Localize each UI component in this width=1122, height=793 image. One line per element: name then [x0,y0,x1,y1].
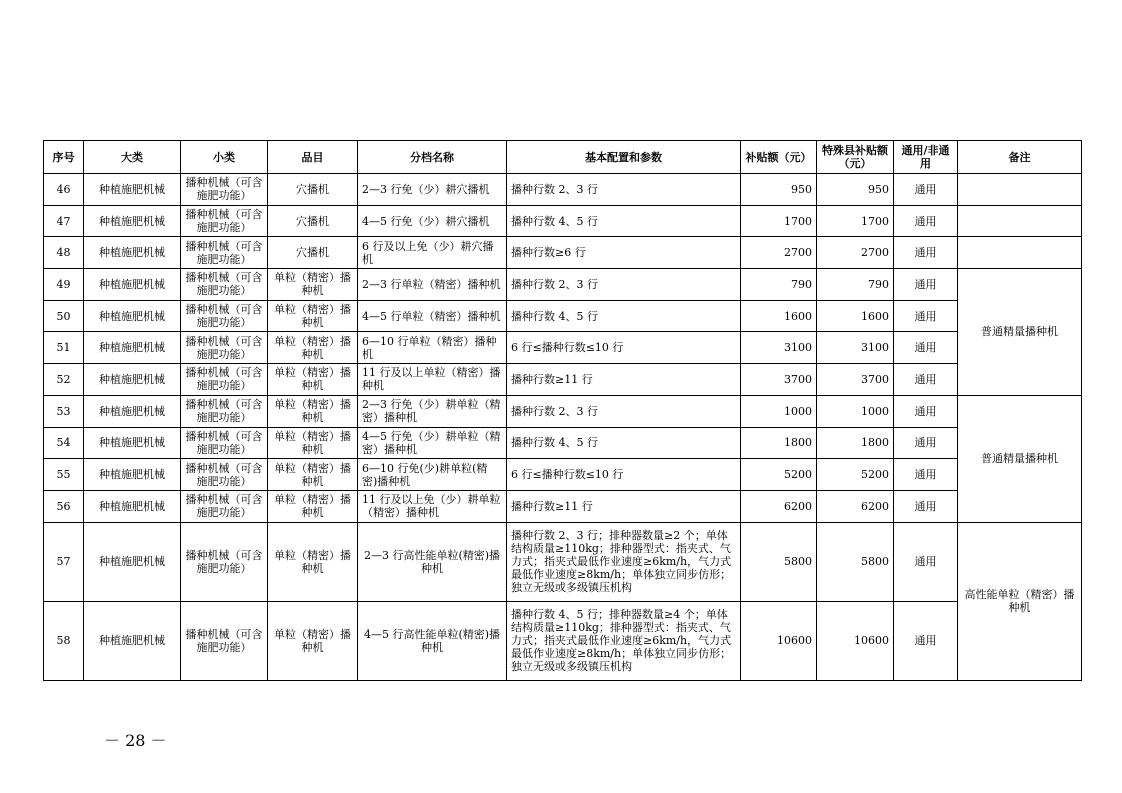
cell-category: 种植施肥机械 [84,174,181,206]
cell-general: 通用 [894,332,958,364]
cell-tier-name: 4—5 行免（少）耕穴播机 [358,205,507,237]
cell-special-subsidy: 1000 [817,395,894,427]
cell-category: 种植施肥机械 [84,490,181,522]
remark-group-standard: 普通精量播种机 [958,269,1082,396]
cell-general: 通用 [894,237,958,269]
cell-category: 种植施肥机械 [84,332,181,364]
cell-special-subsidy: 790 [817,269,894,301]
cell-index: 49 [44,269,84,301]
header-tier-name: 分档名称 [358,141,507,174]
cell-index: 51 [44,332,84,364]
cell-category: 种植施肥机械 [84,237,181,269]
cell-subsidy: 950 [741,174,817,206]
cell-special-subsidy: 2700 [817,237,894,269]
cell-subcategory: 播种机械（可含施肥功能） [181,427,268,459]
remark-group-no-till: 普通精量播种机 [958,395,1082,522]
cell-item: 单粒（精密）播种机 [268,269,358,301]
cell-subcategory: 播种机械（可含施肥功能） [181,522,268,601]
cell-index: 52 [44,364,84,396]
cell-config: 6 行≤播种行数≤10 行 [507,459,741,491]
table-row [44,364,1082,396]
header-category: 大类 [84,141,181,174]
table-row [44,601,1082,680]
cell-index: 58 [44,601,84,680]
cell-tier-name: 6 行及以上免（少）耕穴播机 [358,237,507,269]
cell-config: 播种行数≥6 行 [507,237,741,269]
cell-item: 穴播机 [268,174,358,206]
table-row [44,174,1082,206]
cell-config: 播种行数 2、3 行 [507,174,741,206]
cell-remarks [958,237,1082,269]
cell-config: 播种行数 4、5 行 [507,300,741,332]
cell-index: 53 [44,395,84,427]
cell-tier-name: 2—3 行免（少）耕穴播机 [358,174,507,206]
cell-tier-name: 2—3 行单粒（精密）播种机 [358,269,507,301]
cell-index: 55 [44,459,84,491]
cell-general: 通用 [894,205,958,237]
cell-special-subsidy: 1700 [817,205,894,237]
header-general: 通用/非通用 [894,141,958,174]
cell-index: 50 [44,300,84,332]
cell-general: 通用 [894,490,958,522]
cell-index: 48 [44,237,84,269]
cell-config: 播种行数 2、3 行；排种器数量≥2 个；单体结构质量≥110kg；排种器型式：指夹式、气力式；指夹式最低作业速度≥6km/h，气力式最低作业速度≥8km/h；单体独立同步仿形；独立无级或多级镇压机构 [507,522,741,601]
table-row [44,522,1082,601]
cell-item: 单粒（精密）播种机 [268,395,358,427]
table-row [44,459,1082,491]
cell-index: 56 [44,490,84,522]
cell-subsidy: 790 [741,269,817,301]
cell-tier-name: 6—10 行免(少)耕单粒(精密)播种机 [358,459,507,491]
cell-remarks [958,205,1082,237]
table-row [44,332,1082,364]
cell-general: 通用 [894,601,958,680]
subsidy-table [43,140,1082,681]
cell-category: 种植施肥机械 [84,300,181,332]
page-number: － 28 － [104,731,167,750]
table-row [44,300,1082,332]
header-item: 品目 [268,141,358,174]
cell-tier-name: 2—3 行免（少）耕单粒（精密）播种机 [358,395,507,427]
cell-subsidy: 10600 [741,601,817,680]
cell-special-subsidy: 1800 [817,427,894,459]
table-row [44,237,1082,269]
cell-tier-name: 6—10 行单粒（精密）播种机 [358,332,507,364]
cell-subsidy: 1800 [741,427,817,459]
cell-general: 通用 [894,174,958,206]
cell-special-subsidy: 5200 [817,459,894,491]
cell-general: 通用 [894,269,958,301]
header-config: 基本配置和参数 [507,141,741,174]
cell-special-subsidy: 3100 [817,332,894,364]
cell-category: 种植施肥机械 [84,269,181,301]
cell-tier-name: 11 行及以上免（少）耕单粒（精密）播种机 [358,490,507,522]
cell-subcategory: 播种机械（可含施肥功能） [181,395,268,427]
cell-subcategory: 播种机械（可含施肥功能） [181,601,268,680]
table-row [44,395,1082,427]
cell-tier-name: 4—5 行高性能单粒(精密)播种机 [358,601,507,680]
cell-general: 通用 [894,300,958,332]
table-row [44,205,1082,237]
cell-general: 通用 [894,522,958,601]
cell-index: 46 [44,174,84,206]
cell-subcategory: 播种机械（可含施肥功能） [181,490,268,522]
table-row [44,490,1082,522]
cell-tier-name: 4—5 行免（少）耕单粒（精密）播种机 [358,427,507,459]
cell-subsidy: 1700 [741,205,817,237]
cell-item: 单粒（精密）播种机 [268,364,358,396]
cell-config: 播种行数 4、5 行 [507,427,741,459]
cell-config: 播种行数 2、3 行 [507,269,741,301]
cell-category: 种植施肥机械 [84,205,181,237]
cell-general: 通用 [894,459,958,491]
header-row [44,141,1082,174]
table-row [44,427,1082,459]
cell-item: 单粒（精密）播种机 [268,427,358,459]
cell-tier-name: 11 行及以上单粒（精密）播种机 [358,364,507,396]
cell-item: 单粒（精密）播种机 [268,459,358,491]
cell-subcategory: 播种机械（可含施肥功能） [181,269,268,301]
cell-item: 单粒（精密）播种机 [268,490,358,522]
remark-group-high-performance: 高性能单粒（精密）播种机 [958,522,1082,680]
cell-subsidy: 1000 [741,395,817,427]
header-subsidy: 补贴额（元） [741,141,817,174]
cell-special-subsidy: 1600 [817,300,894,332]
cell-general: 通用 [894,395,958,427]
cell-remarks [958,174,1082,206]
cell-subsidy: 5800 [741,522,817,601]
cell-item: 单粒（精密）播种机 [268,332,358,364]
cell-index: 47 [44,205,84,237]
cell-subsidy: 1600 [741,300,817,332]
cell-item: 单粒（精密）播种机 [268,601,358,680]
cell-special-subsidy: 3700 [817,364,894,396]
cell-config: 播种行数 2、3 行 [507,395,741,427]
cell-item: 单粒（精密）播种机 [268,300,358,332]
cell-item: 穴播机 [268,237,358,269]
cell-subcategory: 播种机械（可含施肥功能） [181,332,268,364]
cell-index: 57 [44,522,84,601]
cell-subcategory: 播种机械（可含施肥功能） [181,174,268,206]
cell-category: 种植施肥机械 [84,601,181,680]
cell-subsidy: 5200 [741,459,817,491]
cell-subcategory: 播种机械（可含施肥功能） [181,205,268,237]
cell-subcategory: 播种机械（可含施肥功能） [181,459,268,491]
cell-special-subsidy: 5800 [817,522,894,601]
header-subcategory: 小类 [181,141,268,174]
header-remarks: 备注 [958,141,1082,174]
cell-config: 播种行数≥11 行 [507,490,741,522]
cell-subcategory: 播种机械（可含施肥功能） [181,300,268,332]
cell-subsidy: 3700 [741,364,817,396]
cell-general: 通用 [894,427,958,459]
cell-category: 种植施肥机械 [84,459,181,491]
cell-tier-name: 4—5 行单粒（精密）播种机 [358,300,507,332]
cell-tier-name: 2—3 行高性能单粒(精密)播种机 [358,522,507,601]
cell-special-subsidy: 10600 [817,601,894,680]
cell-subsidy: 2700 [741,237,817,269]
cell-config: 播种行数 4、5 行 [507,205,741,237]
cell-index: 54 [44,427,84,459]
cell-subsidy: 3100 [741,332,817,364]
header-special-subsidy: 特殊县补贴额（元） [817,141,894,174]
cell-subcategory: 播种机械（可含施肥功能） [181,364,268,396]
cell-config: 播种行数≥11 行 [507,364,741,396]
cell-category: 种植施肥机械 [84,522,181,601]
cell-config: 6 行≤播种行数≤10 行 [507,332,741,364]
cell-general: 通用 [894,364,958,396]
table-row [44,269,1082,301]
cell-category: 种植施肥机械 [84,364,181,396]
cell-subcategory: 播种机械（可含施肥功能） [181,237,268,269]
cell-category: 种植施肥机械 [84,427,181,459]
cell-subsidy: 6200 [741,490,817,522]
cell-special-subsidy: 950 [817,174,894,206]
header-index: 序号 [44,141,84,174]
cell-item: 单粒（精密）播种机 [268,522,358,601]
cell-category: 种植施肥机械 [84,395,181,427]
cell-special-subsidy: 6200 [817,490,894,522]
cell-item: 穴播机 [268,205,358,237]
cell-config: 播种行数 4、5 行；排种器数量≥4 个；单体结构质量≥110kg；排种器型式：指夹式、气力式；指夹式最低作业速度≥6km/h，气力式最低作业速度≥8km/h；单体独立同步仿形；独立无级或多级镇压机构 [507,601,741,680]
